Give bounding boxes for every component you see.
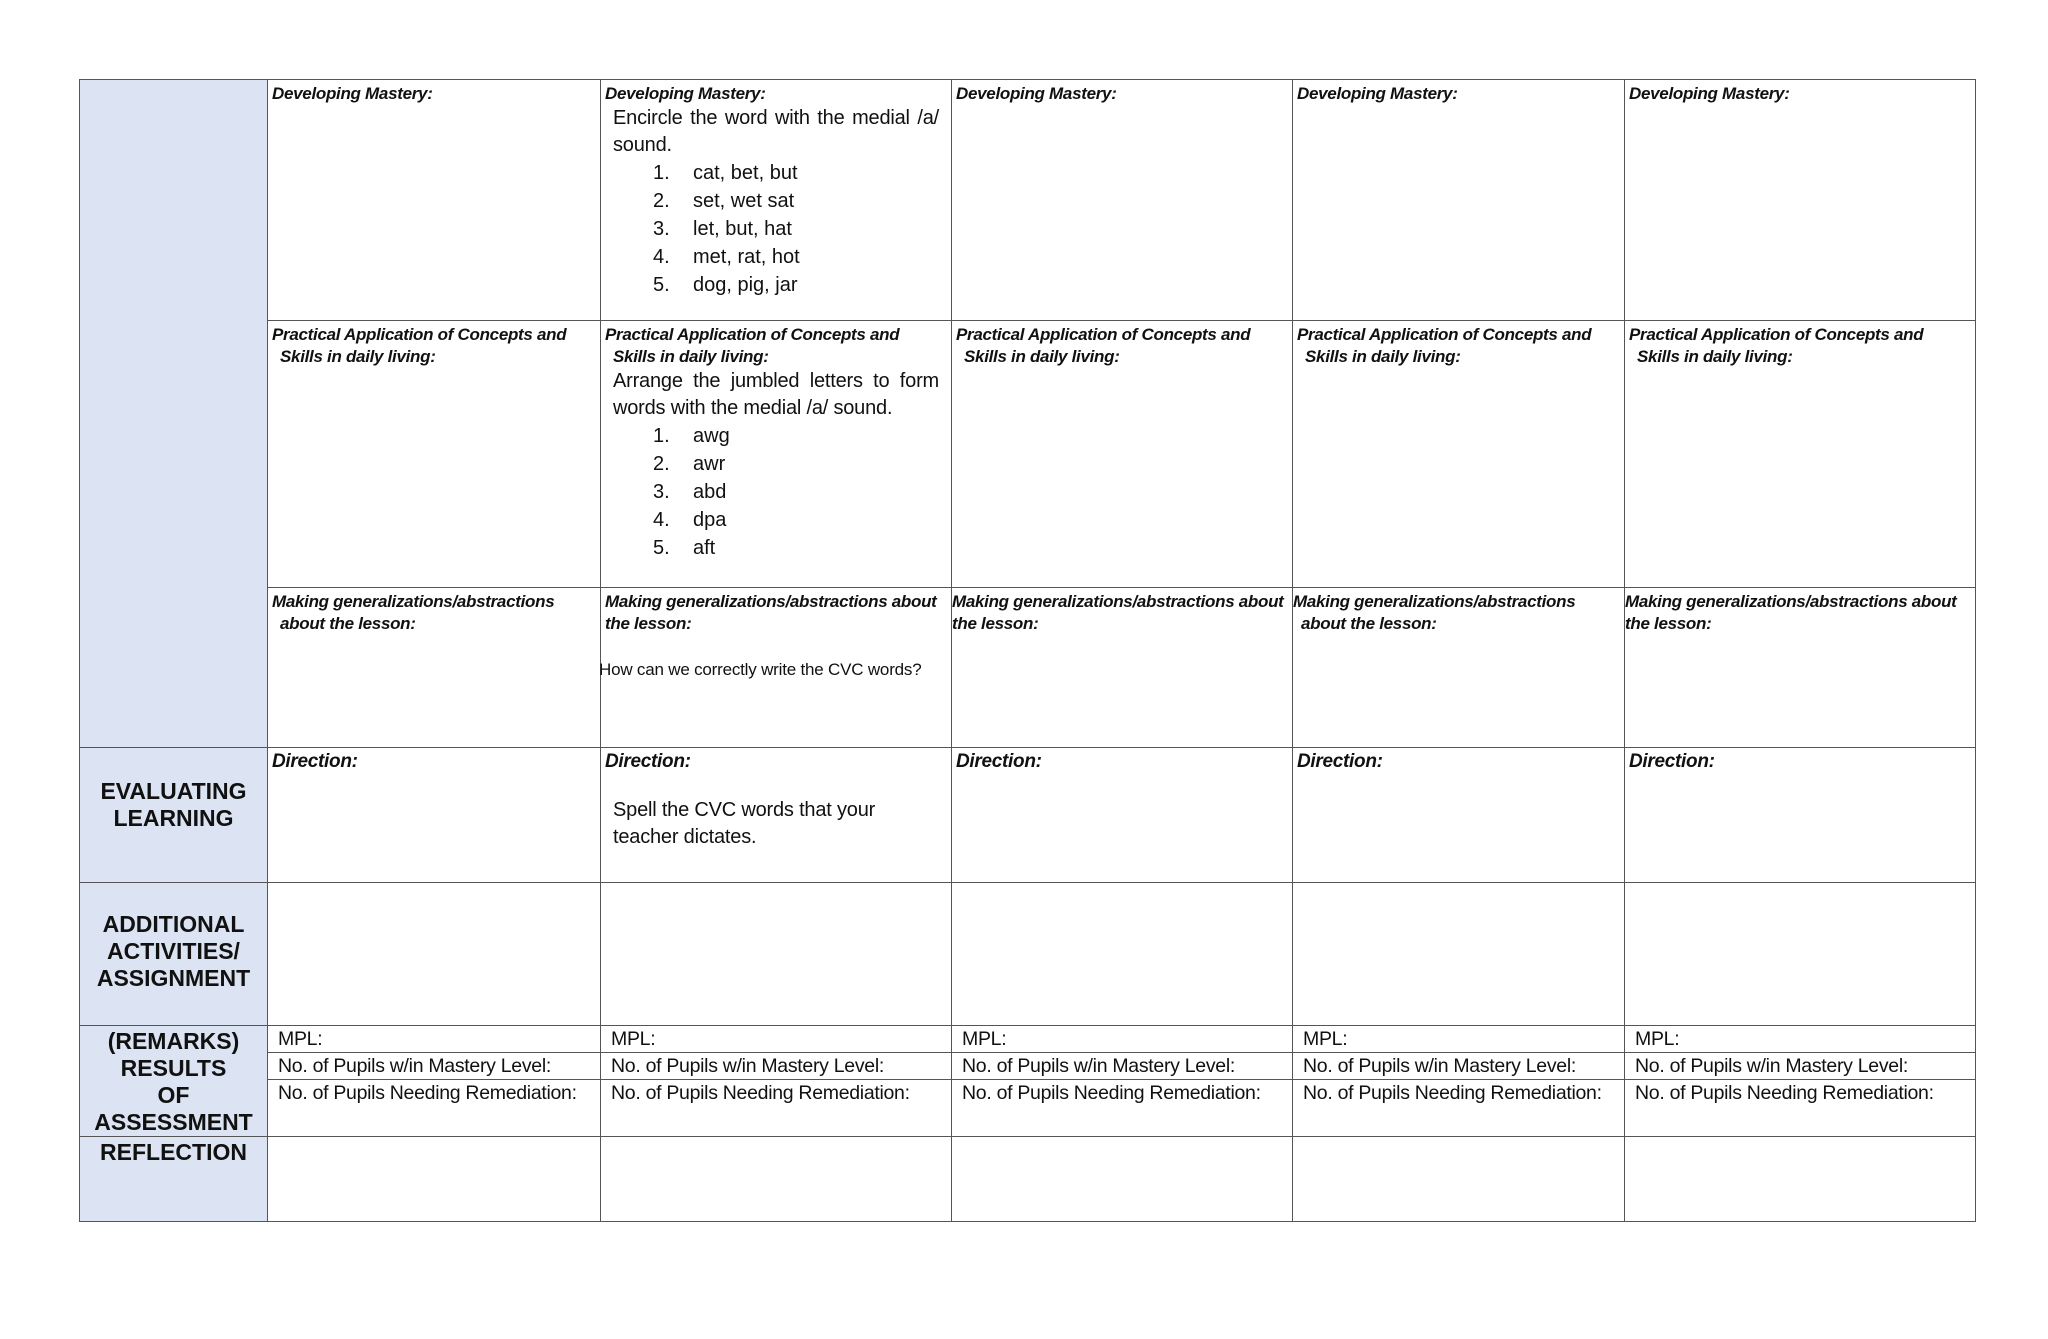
direction-cell-1 (268, 748, 601, 883)
generalizations-cell-1 (268, 588, 601, 748)
additional-activities-label-cell (80, 883, 268, 1026)
additional-cell-3 (952, 883, 1293, 1026)
remarks-cell-1 (268, 1026, 601, 1137)
practical-application-heading: Practical Application of Concepts and Skills in daily living: (272, 325, 567, 366)
remediation-label: No. of Pupils Needing Remediation: (611, 1082, 910, 1104)
direction-cell-4 (1293, 748, 1625, 883)
developing-mastery-cell-5 (1625, 80, 1976, 321)
mpl-label: MPL: (601, 1026, 951, 1053)
list-item: 2. awr (653, 453, 726, 475)
practical-application-list (601, 422, 951, 562)
reflection-label-cell (80, 1137, 268, 1222)
list-item: 3. abd (653, 481, 727, 503)
developing-mastery-heading: Developing Mastery: (1629, 84, 1790, 103)
direction-text: Spell the CVC words that your teacher dictates. (613, 799, 876, 848)
direction-heading: Direction: (956, 751, 1042, 772)
list-item: 5. dog, pig, jar (653, 274, 798, 296)
developing-mastery-heading: Developing Mastery: (605, 84, 766, 103)
practical-application-cell-5 (1625, 321, 1976, 588)
direction-heading: Direction: (605, 751, 691, 772)
developing-mastery-cell-2 (601, 80, 952, 321)
direction-heading: Direction: (1297, 751, 1383, 772)
direction-cell-3 (952, 748, 1293, 883)
practical-application-heading: Practical Application of Concepts and Skills in daily living: (956, 325, 1251, 366)
developing-mastery-cell-3 (952, 80, 1293, 321)
list-item: 4. dpa (653, 509, 727, 531)
evaluating-learning-label-cell (80, 748, 268, 883)
practical-application-cell-2 (601, 321, 952, 588)
reflection-cell-3 (952, 1137, 1293, 1222)
mastery-level-label: No. of Pupils w/in Mastery Level: (1293, 1053, 1624, 1080)
practical-application-cell-3 (952, 321, 1293, 588)
lesson-plan-table (79, 79, 1976, 1222)
additional-cell-5 (1625, 883, 1976, 1026)
additional-cell-4 (1293, 883, 1625, 1026)
developing-mastery-heading: Developing Mastery: (272, 84, 433, 103)
generalizations-heading: Making generalizations/abstractions about the lesson: (605, 592, 937, 633)
direction-cell-5 (1625, 748, 1976, 883)
reflection-cell-2 (601, 1137, 952, 1222)
direction-heading: Direction: (272, 751, 358, 772)
generalizations-cell-5 (1625, 588, 1976, 748)
mastery-level-label: No. of Pupils w/in Mastery Level: (601, 1053, 951, 1080)
direction-heading: Direction: (1629, 751, 1715, 772)
remarks-cell-2 (601, 1026, 952, 1137)
mastery-level-label: No. of Pupils w/in Mastery Level: (1625, 1053, 1975, 1080)
remediation-label: No. of Pupils Needing Remediation: (1303, 1082, 1602, 1104)
generalizations-heading: Making generalizations/abstractions about the lesson: (1625, 592, 1957, 633)
reflection-label: REFLECTION (100, 1139, 247, 1165)
remarks-label: (REMARKS) RESULTS OF ASSESSMENT (94, 1028, 253, 1135)
remarks-cell-5 (1625, 1026, 1976, 1137)
developing-mastery-heading: Developing Mastery: (1297, 84, 1458, 103)
developing-mastery-cell-1 (268, 80, 601, 321)
practical-application-instruction: Arrange the jumbled letters to form words with the medial /a/ sound. (613, 370, 939, 419)
generalizations-cell-3 (952, 588, 1293, 748)
remarks-cell-3 (952, 1026, 1293, 1137)
additional-cell-1 (268, 883, 601, 1026)
mastery-level-label: No. of Pupils w/in Mastery Level: (952, 1053, 1292, 1080)
generalizations-cell-4 (1293, 588, 1625, 748)
mpl-label: MPL: (268, 1026, 600, 1053)
remediation-label: No. of Pupils Needing Remediation: (1635, 1082, 1934, 1104)
row-label-blank (80, 80, 268, 748)
practical-application-heading: Practical Application of Concepts and Skills in daily living: (605, 325, 900, 366)
direction-cell-2 (601, 748, 952, 883)
practical-application-cell-1 (268, 321, 601, 588)
practical-application-heading: Practical Application of Concepts and Skills in daily living: (1297, 325, 1592, 366)
developing-mastery-cell-4 (1293, 80, 1625, 321)
additional-activities-label: ADDITIONAL ACTIVITIES/ ASSIGNMENT (96, 911, 251, 991)
reflection-row (80, 1137, 1976, 1222)
generalizations-heading: Making generalizations/abstractions about the lesson: (272, 592, 555, 633)
generalizations-heading: Making generalizations/abstractions about the lesson: (1293, 592, 1576, 633)
practical-application-row (80, 321, 1976, 588)
generalizations-row (80, 588, 1976, 748)
developing-mastery-heading: Developing Mastery: (956, 84, 1117, 103)
remarks-cell-4 (1293, 1026, 1625, 1137)
mpl-label: MPL: (1293, 1026, 1624, 1053)
developing-mastery-list (601, 159, 951, 299)
list-item: 1. awg (653, 425, 730, 447)
remediation-label: No. of Pupils Needing Remediation: (278, 1082, 577, 1104)
remediation-label: No. of Pupils Needing Remediation: (962, 1082, 1261, 1104)
list-item: 4. met, rat, hot (653, 246, 800, 268)
reflection-cell-1 (268, 1137, 601, 1222)
evaluating-learning-row (80, 748, 1976, 883)
mastery-level-label: No. of Pupils w/in Mastery Level: (268, 1053, 600, 1080)
developing-mastery-row (80, 80, 1976, 321)
remarks-label-cell (80, 1026, 268, 1137)
list-item: 3. let, but, hat (653, 218, 792, 240)
generalizations-heading: Making generalizations/abstractions about the lesson: (952, 592, 1284, 633)
generalizations-question: How can we correctly write the CVC words? (599, 660, 922, 679)
developing-mastery-instruction: Encircle the word with the medial /a/ sound. (613, 107, 939, 156)
reflection-cell-4 (1293, 1137, 1625, 1222)
generalizations-cell-2 (601, 588, 952, 748)
additional-activities-row (80, 883, 1976, 1026)
practical-application-cell-4 (1293, 321, 1625, 588)
reflection-cell-5 (1625, 1137, 1976, 1222)
additional-cell-2 (601, 883, 952, 1026)
list-item: 5. aft (653, 537, 716, 559)
mpl-label: MPL: (1625, 1026, 1975, 1053)
mpl-label: MPL: (952, 1026, 1292, 1053)
practical-application-heading: Practical Application of Concepts and Skills in daily living: (1629, 325, 1924, 366)
list-item: 2. set, wet sat (653, 190, 795, 212)
remarks-row (80, 1026, 1976, 1137)
list-item: 1. cat, bet, but (653, 162, 798, 184)
evaluating-learning-label: EVALUATING LEARNING (100, 778, 247, 831)
